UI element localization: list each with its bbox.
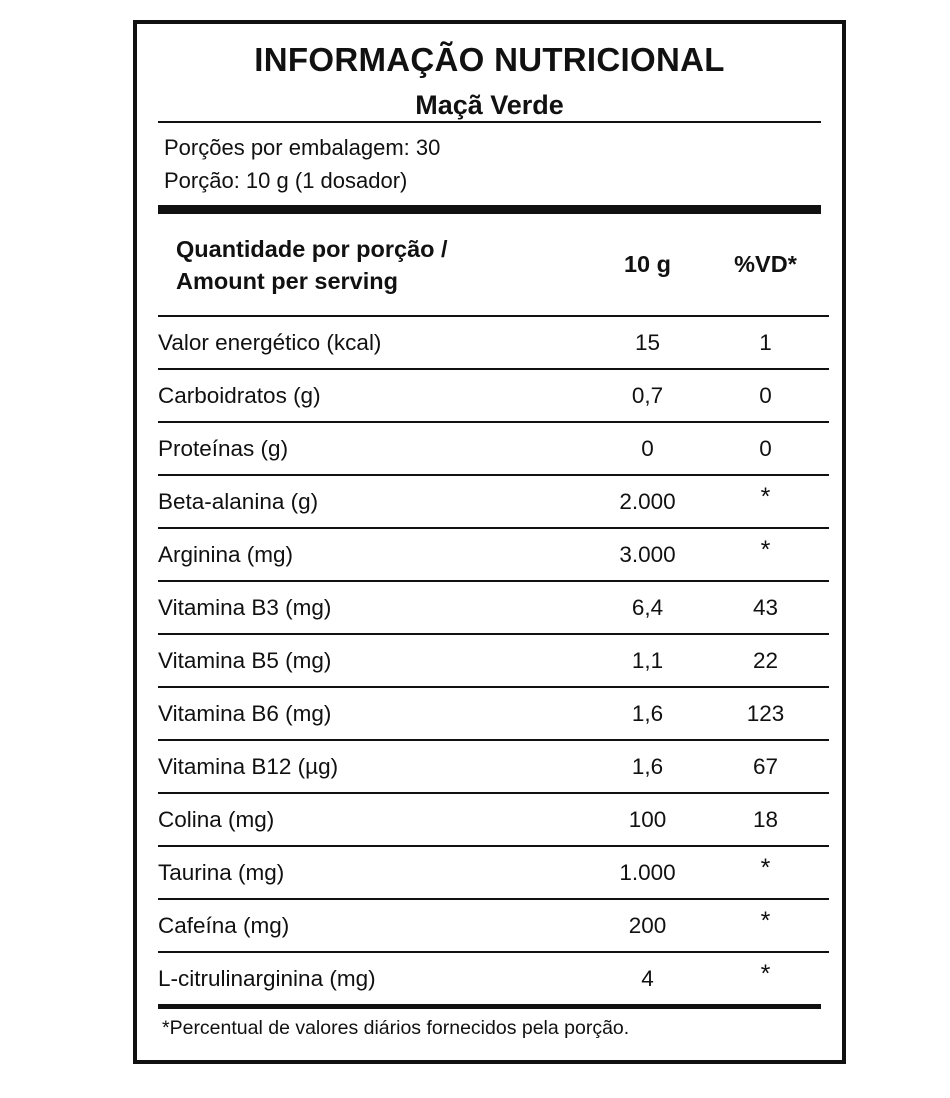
nutrient-quantity: 2.000	[593, 475, 702, 528]
nutrient-quantity: 1.000	[593, 846, 702, 899]
nutrient-quantity: 4	[641, 965, 654, 991]
nutrient-daily-value: 0	[702, 369, 829, 422]
table-row	[158, 475, 829, 528]
column-header-nutrient	[158, 214, 593, 316]
table-row	[158, 422, 829, 475]
nutrient-quantity: 1,6	[593, 687, 702, 740]
nutrient-daily-value: 18	[702, 793, 829, 846]
nutrient-daily-value	[702, 899, 829, 952]
nutrient-daily-value: 43	[702, 581, 829, 634]
table-row	[158, 952, 829, 1004]
table-row	[158, 846, 829, 899]
divider-above-table	[158, 205, 821, 214]
table-row	[158, 687, 829, 740]
table-row	[158, 793, 829, 846]
column-header-nutrient-line1: Quantidade por porção /	[176, 235, 448, 262]
nutrient-daily-value: 0	[702, 422, 829, 475]
column-header-quantity: 10 g	[593, 214, 702, 316]
asterisk-mark: *	[760, 853, 771, 882]
flavor-subtitle: Maçã Verde	[415, 89, 564, 120]
nutrient-daily-value	[702, 528, 829, 581]
table-row	[158, 369, 829, 422]
nutrient-name: Cafeína (mg)	[158, 899, 593, 952]
column-header-daily-value: %VD*	[702, 214, 829, 316]
table-row	[158, 740, 829, 793]
table-body	[158, 316, 829, 1004]
nutrient-daily-value	[702, 475, 829, 528]
asterisk-mark: *	[760, 535, 771, 564]
nutrient-daily-value: 123	[702, 687, 829, 740]
asterisk-mark: *	[760, 959, 771, 988]
title-block	[158, 24, 821, 121]
column-header-nutrient-line2: Amount per serving	[176, 267, 398, 294]
nutrient-name: L-citrulinarginina (mg)	[158, 965, 376, 991]
nutrient-daily-value: 22	[702, 634, 829, 687]
footnote: *Percentual de valores diários fornecidos pela porção.	[162, 1017, 630, 1040]
nutrition-table	[158, 214, 829, 1004]
nutrient-name: Colina (mg)	[158, 793, 593, 846]
table-row	[158, 899, 829, 952]
table-row	[158, 316, 829, 369]
nutrient-name: Proteínas (g)	[158, 422, 593, 475]
servings-per-package: Porções por embalagem: 30	[164, 135, 441, 161]
nutrient-quantity: 0,7	[593, 369, 702, 422]
table-row	[158, 581, 829, 634]
nutrient-name: Valor energético (kcal)	[158, 316, 593, 369]
nutrient-quantity: 0	[593, 422, 702, 475]
nutrient-name: Beta-alanina (g)	[158, 475, 593, 528]
nutrient-name: Carboidratos (g)	[158, 369, 593, 422]
nutrient-daily-value	[702, 846, 829, 899]
nutrient-name: Arginina (mg)	[158, 528, 593, 581]
nutrient-name: Vitamina B3 (mg)	[158, 581, 593, 634]
nutrient-daily-value: 67	[702, 740, 829, 793]
asterisk-mark: *	[760, 482, 771, 511]
nutrient-quantity: 1,6	[593, 740, 702, 793]
nutrient-quantity: 200	[593, 899, 702, 952]
nutrient-quantity: 1,1	[593, 634, 702, 687]
serving-info-block	[158, 123, 821, 205]
nutrient-daily-value: 1	[702, 316, 829, 369]
serving-size: Porção: 10 g (1 dosador)	[164, 167, 408, 193]
nutrient-quantity: 15	[593, 316, 702, 369]
nutrition-facts-label	[133, 20, 846, 1064]
table-header-row	[158, 214, 829, 316]
nutrient-quantity: 3.000	[593, 528, 702, 581]
table-row	[158, 528, 829, 581]
nutrient-name: Vitamina B12 (µg)	[158, 740, 593, 793]
nutrient-quantity: 100	[593, 793, 702, 846]
label-inner	[137, 24, 842, 1060]
table-head	[158, 214, 829, 316]
table-row	[158, 634, 829, 687]
nutrient-name: Vitamina B6 (mg)	[158, 687, 593, 740]
nutrient-daily-value	[702, 952, 829, 1004]
nutrient-name: Taurina (mg)	[158, 846, 593, 899]
nutrient-quantity: 6,4	[593, 581, 702, 634]
asterisk-mark: *	[760, 906, 771, 935]
page-title: INFORMAÇÃO NUTRICIONAL	[254, 41, 725, 78]
nutrient-name: Vitamina B5 (mg)	[158, 634, 593, 687]
